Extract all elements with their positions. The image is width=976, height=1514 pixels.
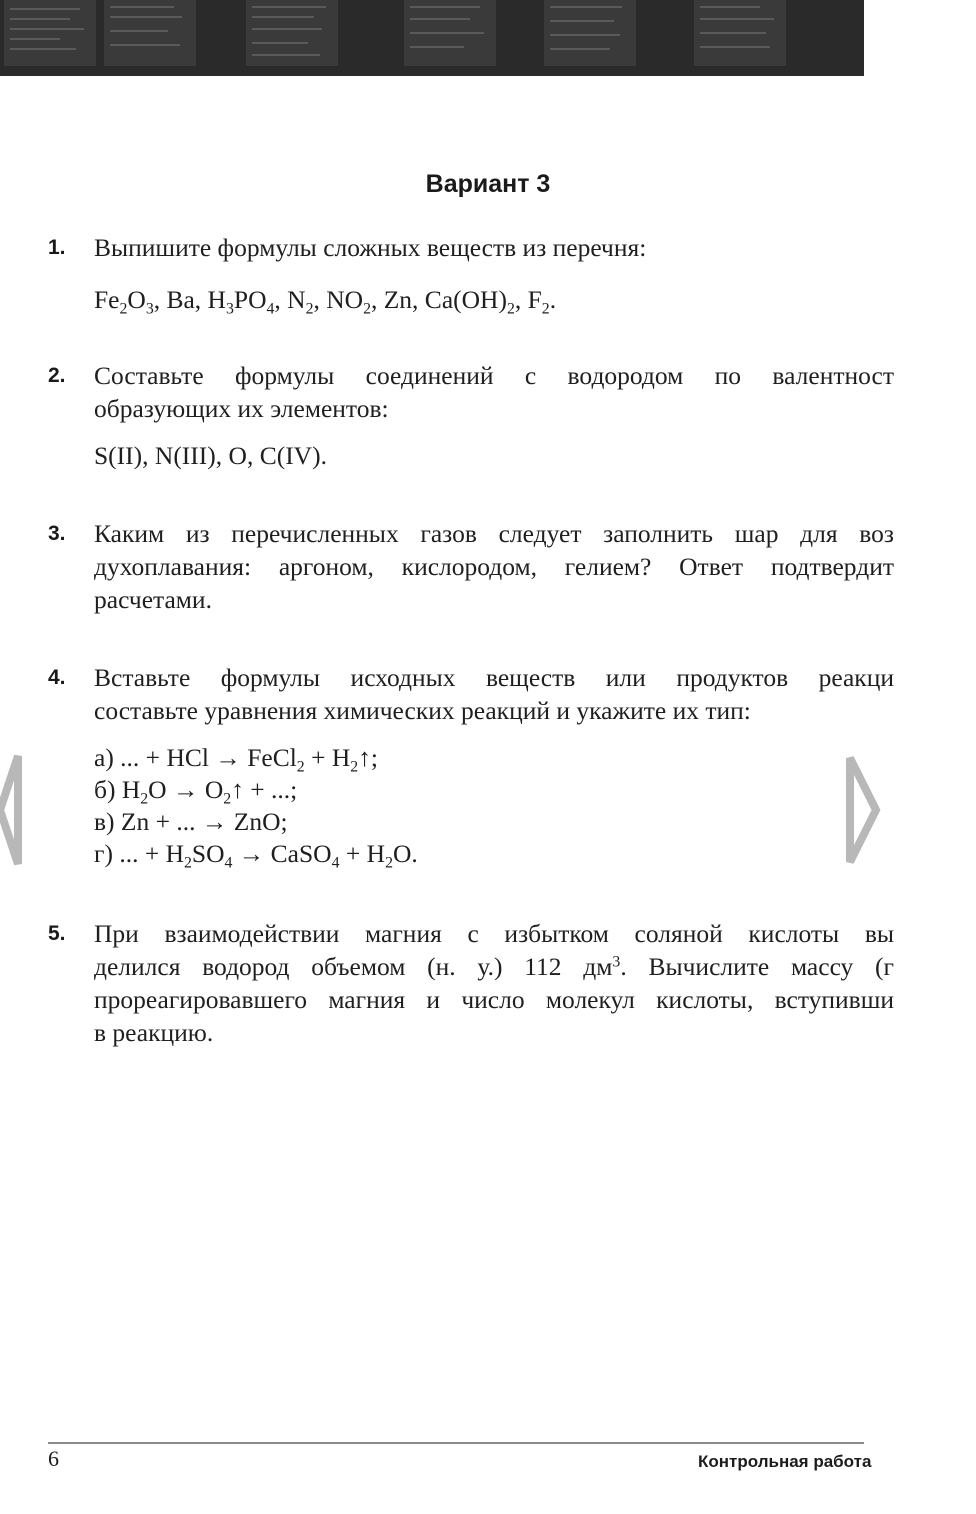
page-number: 6 — [48, 1446, 59, 1471]
page-thumbnail[interactable] — [694, 0, 786, 66]
task-number: 1. — [48, 236, 66, 259]
chevron-left-icon — [0, 752, 18, 868]
page-thumbnail[interactable] — [246, 0, 338, 66]
running-head: Контрольная работа — [698, 1452, 872, 1471]
task-number: 4. — [48, 666, 66, 689]
thumbnail-strip[interactable] — [0, 0, 864, 76]
equation-d: г) ... + $H_2SO_4$ → CaSO$_4$ + $H_2O$. — [94, 839, 418, 872]
task-number: 3. — [48, 522, 66, 545]
task-text: Составьте формулы соединений с водородом по валентност — [94, 361, 894, 390]
task-text: образующих их элементов: — [94, 394, 389, 423]
equation-c: в) Zn + ... → ZnO; — [94, 807, 288, 836]
variant-title: Вариант 3 — [425, 170, 551, 198]
page-thumbnail[interactable] — [404, 0, 496, 66]
task-text: в реакцию. — [94, 1018, 214, 1047]
equation-b: б) $H_2O$ → $O_2↑$ + ...; — [94, 775, 298, 808]
page-thumbnail[interactable] — [544, 0, 636, 66]
task-text: расчетами. — [94, 585, 212, 614]
previous-page-button[interactable] — [0, 752, 18, 868]
task-text: составьте уравнения химических реакций и укажите их тип: — [94, 696, 751, 725]
next-page-button[interactable] — [846, 752, 864, 868]
task-text: При взаимодействии магния с избытком соляной кислоты вы — [94, 919, 894, 948]
task-text: делился водород объемом (н. у.) 112 $дм^3$. Вычислите массу (г — [94, 952, 895, 981]
page-thumbnail[interactable] — [104, 0, 196, 66]
formula-line: S(II), N(III), O, C(IV). — [94, 441, 327, 470]
footer-divider — [48, 1442, 864, 1444]
task-text: прореагировавшего магния и число молекул кислоты, вступивши — [94, 985, 894, 1014]
formula-line: $Fe_2O_3$, Ba, $H_3PO_4$, $N_2$, $NO_2$, Zn, $Ca(OH)_2$, $F_2$. — [94, 285, 557, 318]
page-thumbnail[interactable] — [4, 0, 96, 66]
task-text: Выпишите формулы сложных веществ из перечня: — [94, 233, 647, 262]
chevron-right-icon — [846, 752, 864, 868]
task-text: Вставьте формулы исходных веществ или продуктов реакци — [94, 663, 894, 692]
task-text: духоплавания: аргоном, кислородом, гелием? Ответ подтвердит — [94, 552, 894, 581]
task-number: 2. — [48, 364, 66, 387]
equation-a: а) ... + HCl → FeCl$_2$ + $H_2↑$; — [94, 743, 378, 776]
task-text: Каким из перечисленных газов следует заполнить шар для воз — [94, 519, 894, 548]
task-number: 5. — [48, 922, 66, 945]
